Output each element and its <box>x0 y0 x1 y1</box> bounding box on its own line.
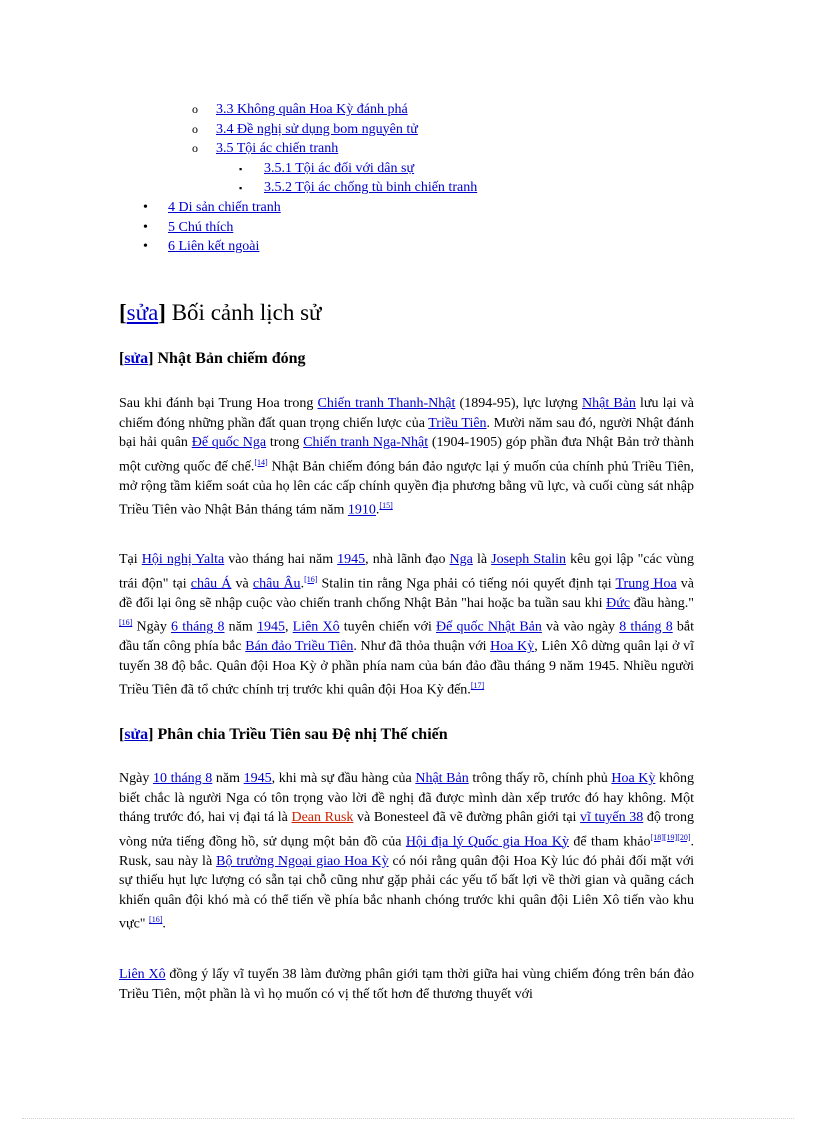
subsection-title-1: Nhật Bản chiếm đóng <box>157 350 306 367</box>
toc-link[interactable]: 3.5 Tội ác chiến tranh <box>216 141 339 157</box>
toc-link[interactable]: 3.3 Không quân Hoa Kỳ đánh phá <box>216 102 408 117</box>
bullet-icon: • <box>143 219 148 235</box>
text-run: là <box>472 552 492 567</box>
text-run: , nhà lãnh đạo <box>365 552 450 567</box>
inline-link[interactable]: 1910 <box>347 502 376 518</box>
reference-marker <box>149 915 162 924</box>
text-run: . Rusk, sau này là <box>119 834 695 869</box>
inline-link[interactable]: Hoa Kỳ <box>611 771 656 786</box>
text-run: độ trong vòng nửa tiếng đồng hồ, sử dụng một bản đồ của <box>119 810 695 850</box>
edit-link-subsection-2[interactable]: sửa <box>124 726 149 743</box>
inline-link[interactable]: Nhật Bản <box>582 396 636 411</box>
reference-marker <box>254 458 267 467</box>
text-run: và Bonesteel đã vẽ đường phân giới tại <box>353 810 581 825</box>
text-run: đồng ý lấy vĩ tuyến 38 làm đường phân giới tạm thời giữa hai vùng chiếm đóng trên bán đảo Triều Tiên, một phần là vì họ muốn có vị thế tốt hơn để thương thuyết với <box>119 967 694 1002</box>
toc-link[interactable]: 3.4 Đề nghị sử dụng bom nguyên tử <box>216 121 418 137</box>
bullet-icon: • <box>143 239 148 255</box>
inline-link[interactable]: Nhật Bản <box>415 771 469 786</box>
toc-link[interactable]: 3.5.2 Tội ác chống tù binh chiến tranh <box>264 180 478 196</box>
text-run: Sau khi đánh bại Trung Hoa trong <box>119 396 318 411</box>
subsection-title-2: Phân chia Triều Tiên sau Đệ nhị Thế chiến <box>157 726 448 743</box>
table-of-contents <box>0 100 816 257</box>
inline-link[interactable]: 6 tháng 8 <box>171 619 225 635</box>
reference-marker <box>119 618 132 627</box>
inline-link[interactable]: Bán đảo Triều Tiên <box>245 639 354 655</box>
text-run: . Như đã thỏa thuận với <box>353 639 491 655</box>
reference-link[interactable]: [17] <box>470 681 485 691</box>
text-run: trong <box>266 435 304 450</box>
inline-link[interactable]: Nga <box>449 552 473 567</box>
inline-link[interactable]: Đức <box>606 595 631 611</box>
inline-link[interactable]: Chiến tranh Nga-Nhật <box>303 435 429 450</box>
inline-link[interactable]: 8 tháng 8 <box>619 619 673 635</box>
text-run: (1904-1905) góp phần đưa Nhật Bản trở thành một cường quốc đế chế. <box>119 435 695 475</box>
section-heading: [sửa] Bối cảnh lịch sử <box>119 300 322 325</box>
reference-link[interactable]: [18][19][20] <box>650 832 691 842</box>
bullet-icon: ▪ <box>239 163 243 174</box>
text-run: bắt đầu tấn công phía bắc <box>119 619 695 655</box>
inline-link[interactable]: Joseph Stalin <box>491 552 567 567</box>
reference-marker <box>379 501 392 510</box>
bullet-icon: o <box>192 121 198 136</box>
toc-item <box>0 237 816 257</box>
text-run: , <box>284 619 293 635</box>
bullet-icon: • <box>143 199 148 215</box>
paragraph-2 <box>119 550 694 700</box>
text-run: . <box>162 916 166 932</box>
toc-item <box>0 120 816 140</box>
text-run: năm <box>212 771 244 786</box>
text-run: và đề đổi lại ông sẽ nhập cuộc vào chiến tranh chống Nhật Bản "hai hoặc ba tuần sau khi <box>119 576 694 611</box>
inline-link[interactable]: Trung Hoa <box>615 576 677 592</box>
inline-link[interactable]: Liên Xô <box>119 967 166 982</box>
subsection-heading-2: [sửa] Phân chia Triều Tiên sau Đệ nhị Thế chiến <box>119 726 448 743</box>
inline-link[interactable]: châu Âu <box>252 576 301 592</box>
text-run: Ngày <box>132 619 172 635</box>
text-run: năm <box>224 619 257 635</box>
toc-item <box>0 159 816 179</box>
text-run: lưu lại và chiếm đóng những phần đất quan trọng chiến lược của <box>119 396 694 431</box>
toc-link[interactable]: 6 Liên kết ngoài <box>168 239 260 255</box>
text-run: Tại <box>119 552 142 567</box>
toc-item <box>0 178 816 198</box>
inline-link[interactable]: 10 tháng 8 <box>152 771 213 786</box>
text-run: tuyên chiến với <box>339 619 437 635</box>
text-run: kêu gọi lập "các vùng trái độn" tại <box>119 552 695 592</box>
text-run: có nói rằng quân đội Hoa Kỳ lúc đó phải đối mặt với sự thiếu hụt lực lượng có sẵn tại chỗ cũng như gặp phải các yếu tố bất lợi về thời gian và quãng cách khiến quân đội khó mà có thể tiến về phía bắc nhanh chóng trước khi quân đội Liên Xô tiến vào khu vực" <box>119 853 694 932</box>
inline-link[interactable]: Liên Xô <box>292 619 340 635</box>
inline-link[interactable]: Triều Tiên <box>428 415 487 431</box>
inline-link[interactable]: Chiến tranh Thanh-Nhật <box>317 396 456 411</box>
paragraph-3 <box>119 769 694 934</box>
reference-link[interactable]: [14] <box>254 457 268 467</box>
inline-link[interactable]: Bộ trưởng Ngoại giao Hoa Kỳ <box>216 853 389 869</box>
toc-list <box>0 100 816 257</box>
text-run: và <box>231 576 253 592</box>
text-run: . Mười năm sau đó, người Nhật đánh bại hải quân <box>119 415 694 450</box>
reference-marker <box>471 681 484 690</box>
inline-link[interactable]: 1945 <box>243 771 272 786</box>
inline-link[interactable]: Hội nghị Yalta <box>141 552 225 567</box>
edit-link-subsection-1[interactable]: sửa <box>124 350 149 367</box>
text-run: . <box>375 502 380 518</box>
text-run: (1894-95), lực lượng <box>455 396 582 411</box>
text-run: Stalin tin rằng Nga phải có tiếng nói quyết định tại <box>317 576 616 592</box>
text-run: . <box>300 576 305 592</box>
toc-link[interactable]: 3.5.1 Tội ác đối với dân sự <box>264 160 415 176</box>
text-run: Nhật Bản chiếm đóng bán đảo ngược lại ý muốn của chính phủ Triều Tiên, mở rộng tầm kiểm soát của họ lên các cấp chính quyền địa phương bằng vũ lực, và cuối cùng sát nhập Triều Tiên vào Nhật Bản tháng tám năm <box>119 459 694 518</box>
inline-link[interactable]: Đế quốc Nhật Bản <box>436 619 542 635</box>
reference-link[interactable]: [15] <box>379 501 393 511</box>
edit-link-section[interactable]: sửa <box>126 300 159 325</box>
reference-marker <box>304 575 317 584</box>
reference-marker <box>651 833 691 842</box>
inline-link[interactable]: Hoa Kỳ <box>490 639 535 655</box>
text-run: vào tháng hai năm <box>224 552 338 567</box>
inline-link[interactable]: 1945 <box>337 552 366 567</box>
inline-link[interactable]: 1945 <box>256 619 285 635</box>
toc-item <box>0 198 816 218</box>
text-run: , Liên Xô dừng quân lại ở vĩ tuyến 38 độ bắc. Quân đội Hoa Kỳ ở phần phía nam của bán đảo đầu tháng 9 năm 1945. Nhiều người Triều Tiên đã tổ chức chính trị trước khi quân đội Hoa Kỳ đến. <box>119 639 695 698</box>
inline-link[interactable]: vĩ tuyến 38 <box>580 810 644 825</box>
inline-link[interactable]: Đế quốc Nga <box>191 435 267 450</box>
toc-link[interactable]: 5 Chú thích <box>168 219 234 235</box>
toc-link[interactable]: 4 Di sản chiến tranh <box>168 199 281 215</box>
text-run: để tham khảo <box>568 834 651 850</box>
toc-item <box>0 218 816 238</box>
bullet-icon: ▪ <box>239 183 243 194</box>
text-run: trông thấy rõ, chính phủ <box>468 771 612 786</box>
paragraph-4 <box>119 965 694 1004</box>
reference-link[interactable]: [16] <box>119 618 133 628</box>
inline-link[interactable]: châu Á <box>190 576 232 592</box>
subsection-heading-1: [sửa] Nhật Bản chiếm đóng <box>119 350 306 367</box>
toc-item <box>0 100 816 120</box>
missing-article-link[interactable]: Dean Rusk <box>291 810 354 825</box>
toc-item <box>0 139 816 159</box>
text-run: không biết chắc là người Nga có tôn trọng vào lời đề nghị đã được mình dàn xếp trước đó hay không. Một tháng trước đó, hai vị đại tá là <box>119 771 695 825</box>
text-run: đầu hàng." <box>630 595 694 611</box>
reference-link[interactable]: [16] <box>304 574 318 584</box>
page-divider <box>22 1118 794 1119</box>
text-run: , khi mà sự đầu hàng của <box>271 771 416 786</box>
section-title: Bối cảnh lịch sử <box>171 300 322 325</box>
bullet-icon: o <box>192 141 198 156</box>
text-run: Ngày <box>119 771 153 786</box>
reference-link[interactable]: [16] <box>149 915 163 925</box>
inline-link[interactable]: Hội địa lý Quốc gia Hoa Kỳ <box>405 834 569 850</box>
text-run: và vào ngày <box>541 619 620 635</box>
bullet-icon: o <box>192 102 198 116</box>
paragraph-1 <box>119 394 694 520</box>
